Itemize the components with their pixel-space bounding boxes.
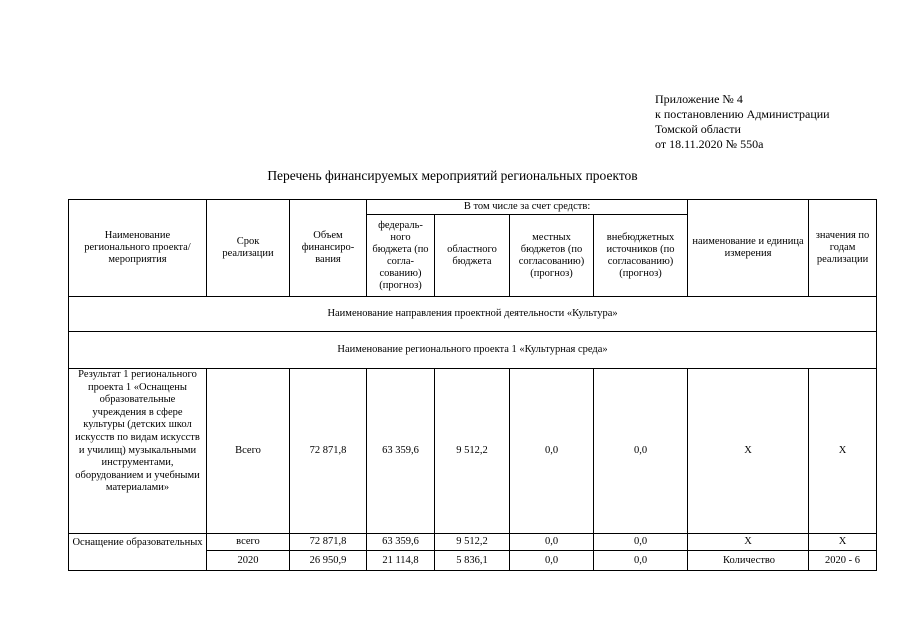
- measure-federal: 21 114,8: [367, 551, 435, 571]
- measure-local: 0,0: [510, 534, 594, 551]
- measure-local: 0,0: [510, 551, 594, 571]
- header-including: В том числе за счет средств:: [367, 200, 688, 215]
- measure-values: Х: [809, 534, 877, 551]
- result-extra: 0,0: [594, 369, 688, 534]
- result-volume: 72 871,8: [290, 369, 367, 534]
- table-row: [69, 369, 877, 534]
- header-federal: федераль-ного бюджета (по согла-сованию) (прогноз): [367, 215, 435, 297]
- header-term: Срок реализации: [207, 200, 290, 297]
- result-local: 0,0: [510, 369, 594, 534]
- result-term: Всего: [207, 369, 290, 534]
- result-name: Результат 1 регионального проекта 1 «Оснащены образовательные учреждения в сфере культуры (детских школ искусств по видам искусств и училищ) музыкальными инструментами, оборудованием и учебными материалами»: [69, 369, 207, 534]
- measure-values: 2020 - 6: [809, 551, 877, 571]
- header-regional: областного бюджета: [435, 215, 510, 297]
- result-indicator: Х: [688, 369, 809, 534]
- measure-term: всего: [207, 534, 290, 551]
- measure-extra: 0,0: [594, 551, 688, 571]
- measure-indicator: Количество: [688, 551, 809, 571]
- measure-federal: 63 359,6: [367, 534, 435, 551]
- measure-regional: 9 512,2: [435, 534, 510, 551]
- table-row: [69, 534, 877, 551]
- header-local: местных бюджетов (по согласованию) (прогноз): [510, 215, 594, 297]
- result-regional: 9 512,2: [435, 369, 510, 534]
- measure-volume: 26 950,9: [290, 551, 367, 571]
- result-values: Х: [809, 369, 877, 534]
- measure-extra: 0,0: [594, 534, 688, 551]
- section-project: Наименование регионального проекта 1 «Культурная среда»: [69, 332, 877, 369]
- measure-regional: 5 836,1: [435, 551, 510, 571]
- header-values: значения по годам реализации: [809, 200, 877, 297]
- appendix-line-1: Приложение № 4: [655, 92, 743, 106]
- header-extra: внебюджетных источников (по согласованию) (прогноз): [594, 215, 688, 297]
- measure-name: Оснащение образовательных: [69, 534, 207, 571]
- measure-term: 2020: [207, 551, 290, 571]
- appendix-block: [655, 92, 830, 152]
- measure-volume: 72 871,8: [290, 534, 367, 551]
- projects-table: [68, 199, 877, 571]
- header-indicator: наименование и единица измерения: [688, 200, 809, 297]
- measure-indicator: Х: [688, 534, 809, 551]
- section-direction: Наименование направления проектной деятельности «Культура»: [69, 297, 877, 332]
- document-title: Перечень финансируемых мероприятий региональных проектов: [267, 168, 638, 183]
- result-federal: 63 359,6: [367, 369, 435, 534]
- header-name: Наименование регионального проекта/ мероприятия: [69, 200, 207, 297]
- appendix-line-2: к постановлению Администрации: [655, 107, 830, 121]
- appendix-line-4: от 18.11.2020 № 550а: [655, 137, 764, 151]
- header-volume: Объем финансиро-вания: [290, 200, 367, 297]
- appendix-line-3: Томской области: [655, 122, 741, 136]
